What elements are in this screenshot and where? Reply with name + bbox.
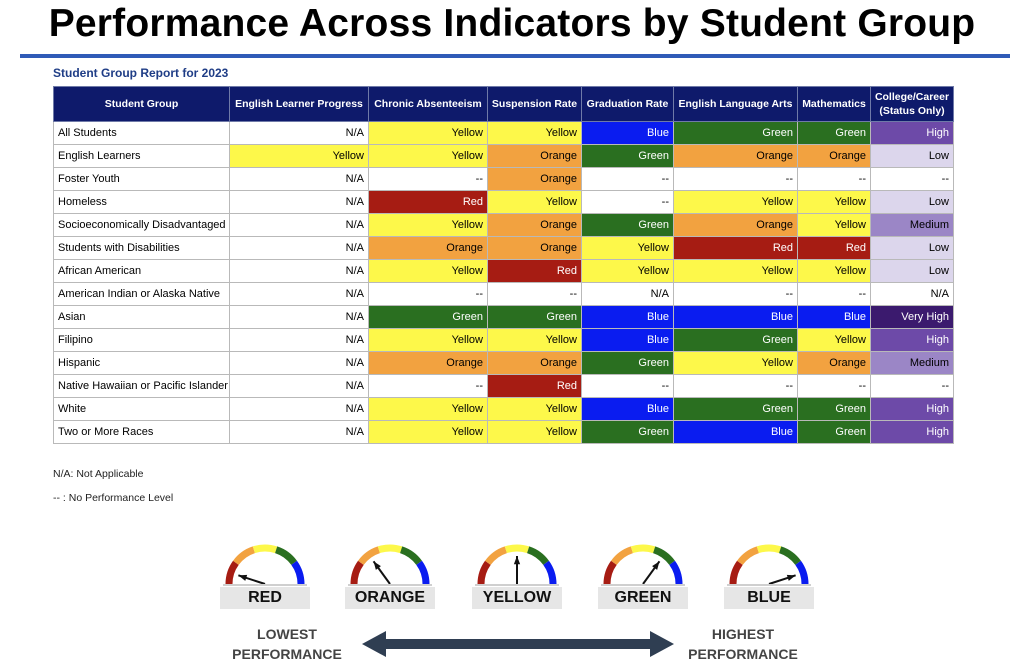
table-row: [54, 352, 954, 375]
table-row: [54, 306, 954, 329]
indicator-cell: N/A: [871, 283, 954, 306]
highest-line-2: PERFORMANCE: [688, 646, 798, 662]
indicator-cell: Yellow: [488, 398, 582, 421]
gauge-segment: [758, 548, 780, 550]
performance-arrow-icon: [362, 630, 674, 658]
gauge-orange: [345, 540, 435, 609]
table-row: [54, 122, 954, 145]
gauge-segment: [780, 550, 798, 563]
indicator-cell: Yellow: [674, 260, 798, 283]
indicator-cell: Green: [798, 421, 871, 444]
student-group-name: American Indian or Alaska Native: [54, 283, 230, 306]
indicator-cell: High: [871, 122, 954, 145]
indicator-cell: Green: [582, 421, 674, 444]
indicator-cell: Orange: [369, 352, 488, 375]
indicator-cell: Orange: [488, 145, 582, 168]
table-row: [54, 191, 954, 214]
gauge-segment: [654, 550, 672, 563]
student-group-name: Native Hawaiian or Pacific Islander: [54, 375, 230, 398]
indicator-cell: Green: [674, 398, 798, 421]
indicator-cell: N/A: [230, 306, 369, 329]
indicator-cell: N/A: [230, 375, 369, 398]
student-group-name: Hispanic: [54, 352, 230, 375]
indicator-cell: Green: [582, 145, 674, 168]
indicator-cell: High: [871, 329, 954, 352]
lowest-line-2: PERFORMANCE: [232, 646, 342, 662]
gauge-segment: [607, 563, 614, 584]
indicator-cell: Yellow: [369, 122, 488, 145]
indicator-cell: Yellow: [369, 260, 488, 283]
student-group-name: Asian: [54, 306, 230, 329]
indicator-cell: Yellow: [488, 421, 582, 444]
table-row: [54, 214, 954, 237]
indicator-cell: Green: [674, 329, 798, 352]
indicator-cell: Yellow: [369, 398, 488, 421]
indicator-cell: --: [871, 375, 954, 398]
indicator-cell: Yellow: [369, 421, 488, 444]
column-header: Graduation Rate: [582, 87, 674, 122]
indicator-cell: Orange: [488, 352, 582, 375]
indicator-cell: --: [798, 375, 871, 398]
lowest-line-1: LOWEST: [257, 626, 317, 642]
indicator-cell: Red: [369, 191, 488, 214]
indicator-cell: Yellow: [674, 191, 798, 214]
indicator-cell: --: [674, 168, 798, 191]
column-header: English Language Arts: [674, 87, 798, 122]
gauge-segment: [481, 563, 488, 584]
indicator-cell: Green: [582, 214, 674, 237]
gauge-label: RED: [220, 587, 310, 609]
indicator-cell: N/A: [230, 260, 369, 283]
gauge-needle-head: [514, 556, 520, 564]
table-row: [54, 398, 954, 421]
gauge-segment: [632, 548, 654, 550]
gauge-blue: [724, 540, 814, 609]
gauge-red-icon: [221, 540, 309, 586]
gauge-segment: [740, 550, 758, 563]
indicator-cell: --: [369, 375, 488, 398]
indicator-cell: High: [871, 421, 954, 444]
gauge-yellow-icon: [473, 540, 561, 586]
gauge-needle-head: [238, 575, 247, 581]
table-row: [54, 168, 954, 191]
gauge-label: BLUE: [724, 587, 814, 609]
indicator-cell: Orange: [369, 237, 488, 260]
indicator-cell: Yellow: [798, 260, 871, 283]
indicator-cell: Red: [674, 237, 798, 260]
indicator-cell: Low: [871, 191, 954, 214]
gauge-segment: [506, 548, 528, 550]
indicator-cell: --: [582, 375, 674, 398]
indicator-cell: Red: [488, 375, 582, 398]
indicator-cell: Green: [582, 352, 674, 375]
indicator-cell: N/A: [230, 122, 369, 145]
highest-line-1: HIGHEST: [711, 626, 775, 642]
indicator-cell: Green: [369, 306, 488, 329]
column-header: Mathematics: [798, 87, 871, 122]
indicator-cell: N/A: [582, 283, 674, 306]
indicator-cell: Blue: [674, 421, 798, 444]
indicator-cell: Orange: [674, 145, 798, 168]
gauge-blue-icon: [725, 540, 813, 586]
gauge-green-icon: [599, 540, 687, 586]
gauge-segment: [254, 548, 276, 550]
indicator-cell: --: [488, 283, 582, 306]
lowest-performance-label: [212, 624, 362, 664]
report-subtitle: Student Group Report for 2023: [53, 66, 229, 80]
gauge-green: [598, 540, 688, 609]
gauge-yellow: [472, 540, 562, 609]
indicator-cell: Red: [488, 260, 582, 283]
indicator-cell: N/A: [230, 191, 369, 214]
indicator-cell: Medium: [871, 214, 954, 237]
indicator-cell: Orange: [798, 145, 871, 168]
student-group-name: Socioeconomically Disadvantaged: [54, 214, 230, 237]
gauge-segment: [361, 550, 379, 563]
indicator-cell: Medium: [871, 352, 954, 375]
student-group-name: African American: [54, 260, 230, 283]
indicator-cell: Low: [871, 260, 954, 283]
gauge-segment: [672, 563, 679, 584]
indicator-cell: Yellow: [488, 191, 582, 214]
gauge-segment: [419, 563, 426, 584]
indicator-cell: --: [674, 283, 798, 306]
student-group-table: [53, 86, 954, 444]
indicator-cell: Orange: [674, 214, 798, 237]
gauge-segment: [229, 563, 236, 584]
indicator-cell: Very High: [871, 306, 954, 329]
note-no-performance-level: -- : No Performance Level: [53, 492, 174, 504]
student-group-name: Foster Youth: [54, 168, 230, 191]
indicator-cell: Red: [798, 237, 871, 260]
student-group-name: English Learners: [54, 145, 230, 168]
indicator-cell: Yellow: [488, 122, 582, 145]
indicator-cell: Yellow: [582, 237, 674, 260]
table-row: [54, 375, 954, 398]
indicator-cell: Yellow: [798, 191, 871, 214]
indicator-cell: Blue: [582, 122, 674, 145]
indicator-cell: Orange: [488, 214, 582, 237]
student-group-name: Homeless: [54, 191, 230, 214]
indicator-cell: --: [369, 283, 488, 306]
gauge-segment: [614, 550, 632, 563]
title-rule: [20, 54, 1010, 58]
table-row: [54, 145, 954, 168]
indicator-cell: Blue: [798, 306, 871, 329]
gauge-segment: [354, 563, 361, 584]
student-group-name: Two or More Races: [54, 421, 230, 444]
table-row: [54, 421, 954, 444]
column-header: College/Career (Status Only): [871, 87, 954, 122]
indicator-cell: Yellow: [369, 145, 488, 168]
gauge-segment: [733, 563, 740, 584]
gauge-orange-icon: [346, 540, 434, 586]
indicator-cell: N/A: [230, 168, 369, 191]
indicator-cell: N/A: [230, 214, 369, 237]
table-header-row: [54, 87, 954, 122]
indicator-cell: N/A: [230, 283, 369, 306]
table-row: [54, 260, 954, 283]
table-row: [54, 283, 954, 306]
indicator-cell: --: [674, 375, 798, 398]
gauge-segment: [488, 550, 506, 563]
gauge-needle-head: [787, 575, 796, 581]
table-row: [54, 329, 954, 352]
indicator-cell: Green: [798, 398, 871, 421]
indicator-cell: N/A: [230, 421, 369, 444]
indicator-cell: Orange: [488, 237, 582, 260]
indicator-cell: Blue: [674, 306, 798, 329]
gauge-segment: [379, 548, 401, 550]
indicator-cell: --: [798, 168, 871, 191]
gauge-red: [220, 540, 310, 609]
indicator-cell: Green: [798, 122, 871, 145]
indicator-cell: Yellow: [582, 260, 674, 283]
column-header: English Learner Progress: [230, 87, 369, 122]
gauge-label: YELLOW: [472, 587, 562, 609]
indicator-cell: --: [871, 168, 954, 191]
gauge-label: ORANGE: [345, 587, 435, 609]
indicator-cell: Green: [674, 122, 798, 145]
gauge-segment: [401, 550, 419, 563]
indicator-cell: Orange: [488, 168, 582, 191]
student-group-name: All Students: [54, 122, 230, 145]
indicator-cell: --: [798, 283, 871, 306]
indicator-cell: N/A: [230, 237, 369, 260]
column-header: Suspension Rate: [488, 87, 582, 122]
page-title: Performance Across Indicators by Student Group: [48, 2, 976, 45]
indicator-cell: N/A: [230, 352, 369, 375]
gauge-segment: [236, 550, 254, 563]
indicator-cell: Blue: [582, 329, 674, 352]
indicator-cell: Orange: [798, 352, 871, 375]
column-header: Student Group: [54, 87, 230, 122]
indicator-cell: High: [871, 398, 954, 421]
gauge-segment: [276, 550, 294, 563]
highest-performance-label: [668, 624, 818, 664]
indicator-cell: Blue: [582, 398, 674, 421]
indicator-cell: Yellow: [674, 352, 798, 375]
gauge-segment: [546, 563, 553, 584]
student-group-name: Students with Disabilities: [54, 237, 230, 260]
student-group-name: White: [54, 398, 230, 421]
student-group-name: Filipino: [54, 329, 230, 352]
table-row: [54, 237, 954, 260]
gauge-segment: [294, 563, 301, 584]
indicator-cell: --: [582, 191, 674, 214]
indicator-cell: Yellow: [369, 214, 488, 237]
indicator-cell: Low: [871, 145, 954, 168]
indicator-cell: N/A: [230, 398, 369, 421]
gauge-segment: [528, 550, 546, 563]
indicator-cell: Yellow: [488, 329, 582, 352]
indicator-cell: Yellow: [798, 329, 871, 352]
indicator-cell: Low: [871, 237, 954, 260]
indicator-cell: --: [369, 168, 488, 191]
indicator-cell: Green: [488, 306, 582, 329]
column-header: Chronic Absenteeism: [369, 87, 488, 122]
gauge-segment: [798, 563, 805, 584]
gauge-label: GREEN: [598, 587, 688, 609]
indicator-cell: N/A: [230, 329, 369, 352]
indicator-cell: Yellow: [798, 214, 871, 237]
indicator-cell: Yellow: [230, 145, 369, 168]
indicator-cell: --: [582, 168, 674, 191]
indicator-cell: Yellow: [369, 329, 488, 352]
note-not-applicable: N/A: Not Applicable: [53, 468, 144, 480]
indicator-cell: Blue: [582, 306, 674, 329]
